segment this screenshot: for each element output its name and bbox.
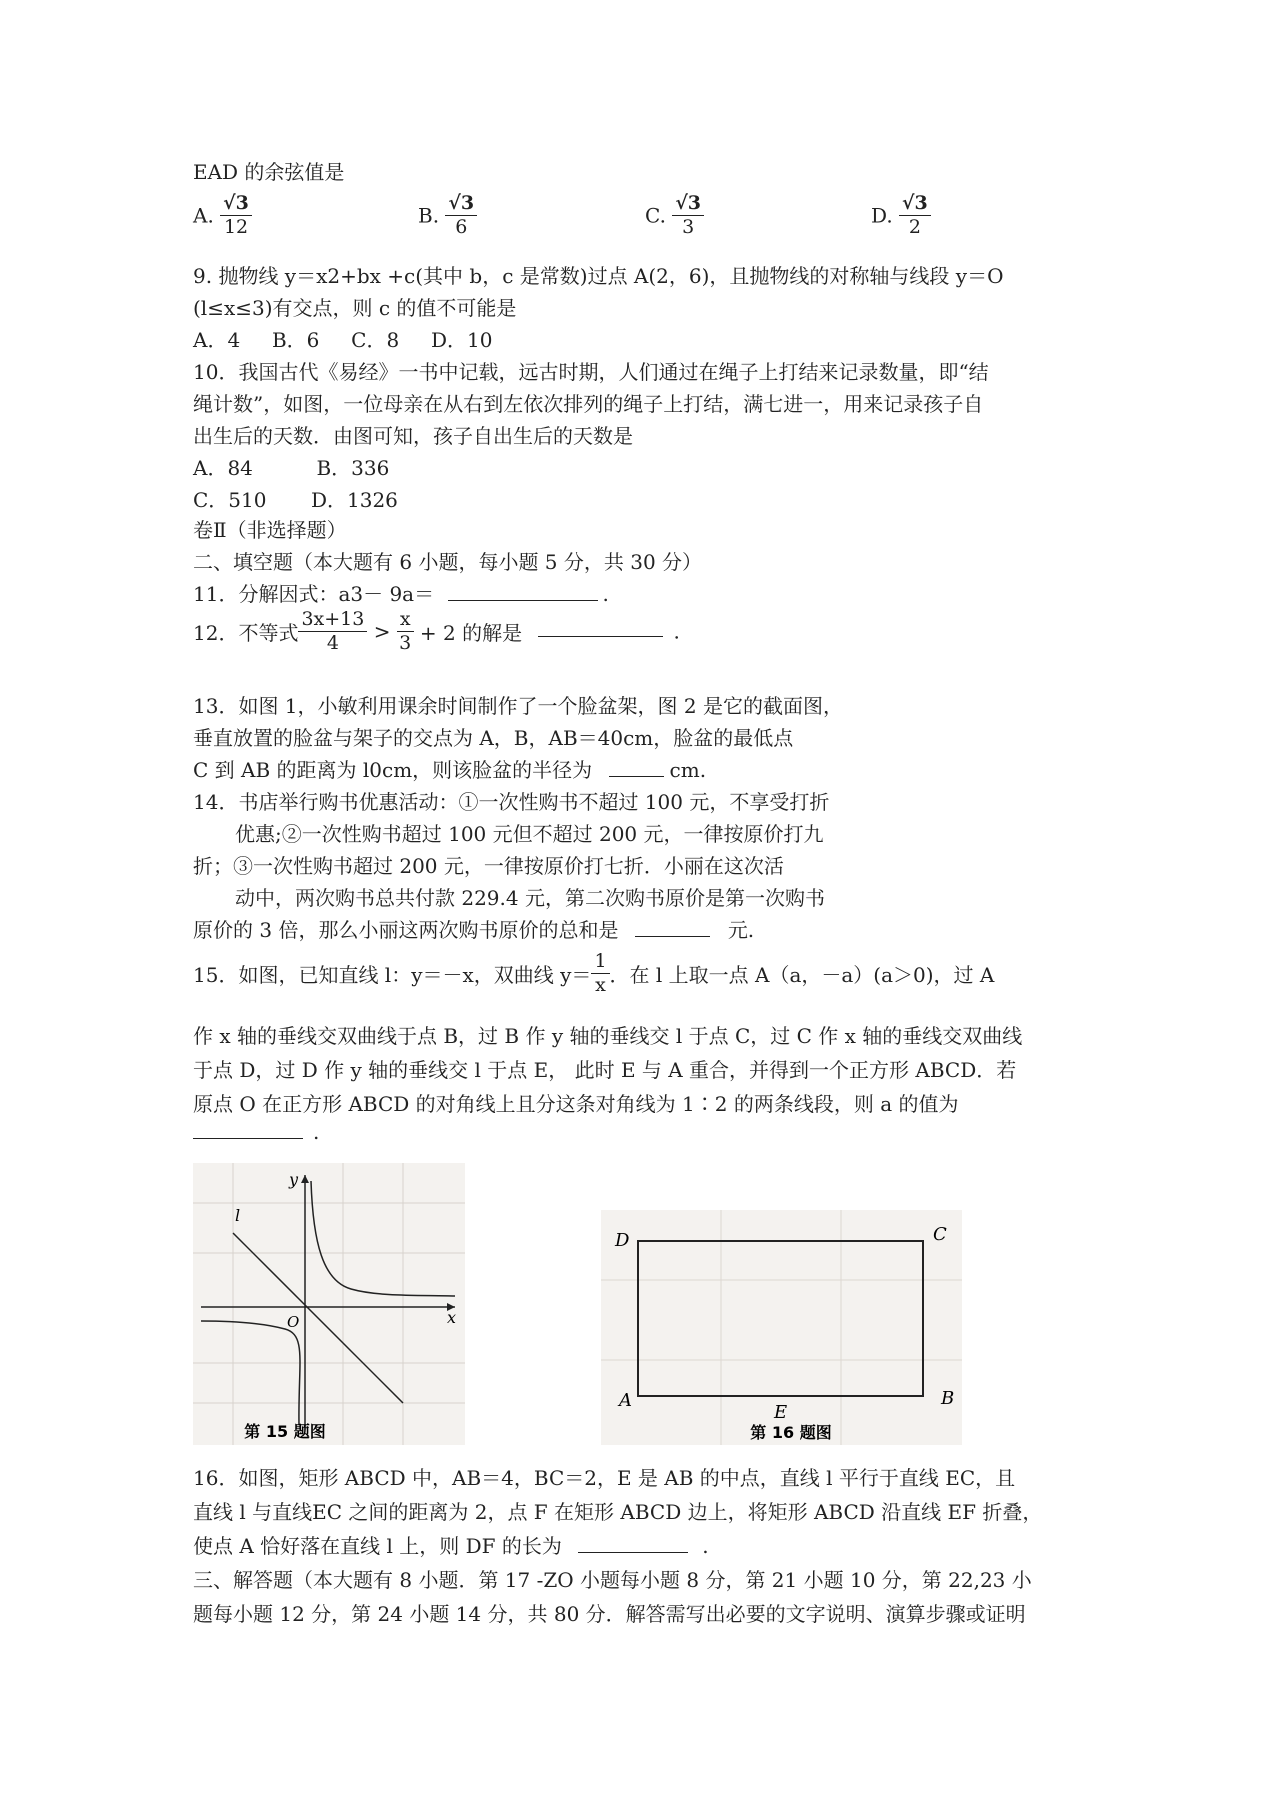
fraction-denominator: 3 (682, 216, 695, 238)
y-axis-label: y (289, 1170, 299, 1189)
figure-15-graph (193, 1163, 465, 1445)
q11-end: . (602, 582, 609, 606)
fraction-numerator: √3 (899, 194, 931, 216)
q16-end: . (702, 1534, 709, 1558)
option-fraction (220, 194, 252, 237)
q12-fraction-1 (298, 610, 367, 653)
fraction-denominator: 3 (399, 632, 412, 654)
q12 (193, 610, 680, 653)
answer-blank (448, 582, 598, 601)
q14-line-5 (193, 914, 754, 943)
section-2-heading: 二、填空题（本大题有 6 小题，每小题 5 分，共 30 分） (193, 550, 703, 574)
q15-end: . (313, 1120, 320, 1144)
fraction-denominator: 12 (223, 216, 249, 238)
figure-16-diagram (601, 1210, 962, 1445)
q10-line-2: 绳计数”，如图，一位母亲在从右到左依次排列的绳子上打结，满七进一，用来记录孩子自 (193, 392, 984, 416)
y-axis-arrow-icon (301, 1175, 309, 1183)
background-grid (193, 1163, 465, 1445)
section-3-line-2: 题每小题 12 分，第 24 小题 14 分，共 80 分．解答需写出必要的文字说明、演算步骤或证明 (193, 1602, 1026, 1626)
section-3-line-1: 三、解答题（本大题有 8 小题．第 17 -ZO 小题每小题 8 分，第 21 小题 10 分，第 22,23 小 (193, 1568, 1032, 1592)
vertex-b-label: B (941, 1388, 955, 1409)
q15-line-3: 于点 D，过 D 作 y 轴的垂线交 l 于点 E， 此时 E 与 A 重合，并得到一个正方形 ABCD．若 (193, 1058, 1017, 1082)
q13-text: C 到 AB 的距离为 l0cm，则该脸盆的半径为 (193, 758, 593, 782)
line-l-label: l (235, 1206, 241, 1225)
q11 (193, 578, 609, 607)
fraction-numerator: 3x+13 (298, 610, 367, 632)
q8-options (193, 194, 1088, 246)
answer-blank (538, 618, 663, 637)
q15-prefix: 15．如图，已知直线 l：y＝－x，双曲线 y＝ (193, 963, 592, 987)
fraction-denominator: 4 (326, 632, 339, 654)
answer-blank (609, 758, 664, 777)
point-e-label: E (774, 1402, 788, 1423)
figure-15-caption: 第 15 题图 (244, 1422, 326, 1441)
fraction-numerator: √3 (672, 194, 704, 216)
q13-end: cm. (669, 758, 707, 782)
figure-16 (601, 1210, 962, 1445)
option-label: D. (871, 203, 893, 228)
q13-line-3 (193, 754, 706, 783)
option-fraction (672, 194, 704, 237)
q10-options-row-1: A．84 B．336 (193, 456, 390, 480)
q16-text: 使点 A 恰好落在直线 l 上，则 DF 的长为 (193, 1534, 562, 1558)
q14-line-3: 折；③一次性购书超过 200 元，一律按原价打七折．小丽在这次活 (193, 854, 784, 878)
line-l (233, 1233, 403, 1403)
vertex-d-label: D (615, 1230, 630, 1251)
hyperbola-branch-2 (201, 1321, 300, 1425)
answer-blank (635, 918, 710, 937)
q14-line-1: 14．书店举行购书优惠活动：①一次性购书不超过 100 元，不享受打折 (193, 790, 830, 814)
q14-text: 原价的 3 倍，那么小丽这两次购书原价的总和是 (193, 918, 619, 942)
q10-options-row-2: C．510 D．1326 (193, 488, 398, 512)
q8-option-a (193, 194, 252, 237)
q14-end: 元. (727, 918, 755, 942)
option-fraction (899, 194, 931, 237)
q15-fraction (591, 952, 609, 995)
q15-line-2: 作 x 轴的垂线交双曲线于点 B，过 B 作 y 轴的垂线交 l 于点 C，过 C 作 x 轴的垂线交双曲线 (193, 1024, 1023, 1048)
q8-option-c (645, 194, 704, 237)
vertex-c-label: C (933, 1224, 947, 1245)
q9-line-1: 9. 抛物线 y＝x2+bx +c(其中 b，c 是常数)过点 A(2，6)，且抛物线的对称轴与线段 y＝O (193, 264, 1004, 288)
q16-line-2: 直线 l 与直线EC 之间的距离为 2，点 F 在矩形 ABCD 边上，将矩形 ABCD 沿直线 EF 折叠， (193, 1500, 1043, 1524)
q11-text: 11．分解因式：a3－ 9a＝ (193, 582, 435, 606)
fraction-numerator: 1 (591, 952, 609, 974)
q15-line-1 (193, 952, 994, 995)
q9-line-2: (l≤x≤3)有交点，则 c 的值不可能是 (193, 296, 517, 320)
q12-gt: > (373, 619, 391, 644)
origin-label: O (287, 1313, 300, 1331)
option-label: B. (418, 203, 440, 228)
q8-option-b (418, 194, 477, 237)
fraction-denominator: 2 (908, 216, 921, 238)
q8-option-d (871, 194, 931, 237)
q12-fraction-2 (397, 610, 414, 653)
rectangle-abcd (638, 1241, 923, 1396)
x-axis-label: x (447, 1308, 457, 1327)
figure-15 (193, 1163, 465, 1445)
answer-blank (193, 1120, 303, 1139)
q10-line-3: 出生后的天数．由图可知，孩子自出生后的天数是 (193, 424, 633, 448)
q15-line-5 (193, 1120, 319, 1144)
q16-line-3 (193, 1530, 709, 1559)
q15-line-4: 原点 O 在正方形 ABCD 的对角线上且分这条对角线为 1∶2 的两条线段，则 a 的值为 (193, 1092, 959, 1116)
fraction-numerator: x (397, 610, 414, 632)
q13-line-1: 13．如图 1，小敏利用课余时间制作了一个脸盆架，图 2 是它的截面图， (193, 694, 843, 718)
hyperbola-branch-1 (311, 1181, 455, 1296)
answer-blank (578, 1534, 688, 1553)
option-label: C. (645, 203, 666, 228)
q10-line-1: 10．我国古代《易经》一书中记载，远古时期，人们通过在绳子上打结来记录数量，即“结 (193, 360, 989, 384)
q12-prefix: 12．不等式 (193, 621, 299, 645)
fraction-numerator: √3 (220, 194, 252, 216)
q15-suffix: ．在 l 上取一点 A（a，－a）(a＞0)，过 A (609, 963, 995, 987)
vertex-a-label: A (619, 1390, 632, 1411)
q16-line-1: 16．如图，矩形 ABCD 中，AB＝4，BC＝2，E 是 AB 的中点，直线 l 平行于直线 EC，且 (193, 1466, 1016, 1490)
option-fraction (445, 194, 477, 237)
q8-stem-tail: EAD 的余弦值是 (193, 160, 345, 184)
fraction-denominator: x (595, 974, 606, 996)
q14-line-2: 优惠;②一次性购书超过 100 元但不超过 200 元，一律按原价打九 (235, 822, 824, 846)
figure-16-caption: 第 16 题图 (750, 1423, 832, 1442)
section-2-title: 卷Ⅱ（非选择题） (193, 518, 347, 542)
q13-line-2: 垂直放置的脸盆与架子的交点为 A，B，AB＝40cm，脸盆的最低点 (193, 726, 794, 750)
option-label: A. (193, 203, 214, 228)
q14-line-4: 动中，两次购书总共付款 229.4 元，第二次购书原价是第一次购书 (235, 886, 825, 910)
q12-suffix: + 2 的解是 (419, 621, 523, 645)
q12-end: . (673, 619, 680, 644)
fraction-numerator: √3 (445, 194, 477, 216)
fraction-denominator: 6 (455, 216, 468, 238)
q9-options: A．4 B．6 C．8 D．10 (193, 328, 493, 352)
